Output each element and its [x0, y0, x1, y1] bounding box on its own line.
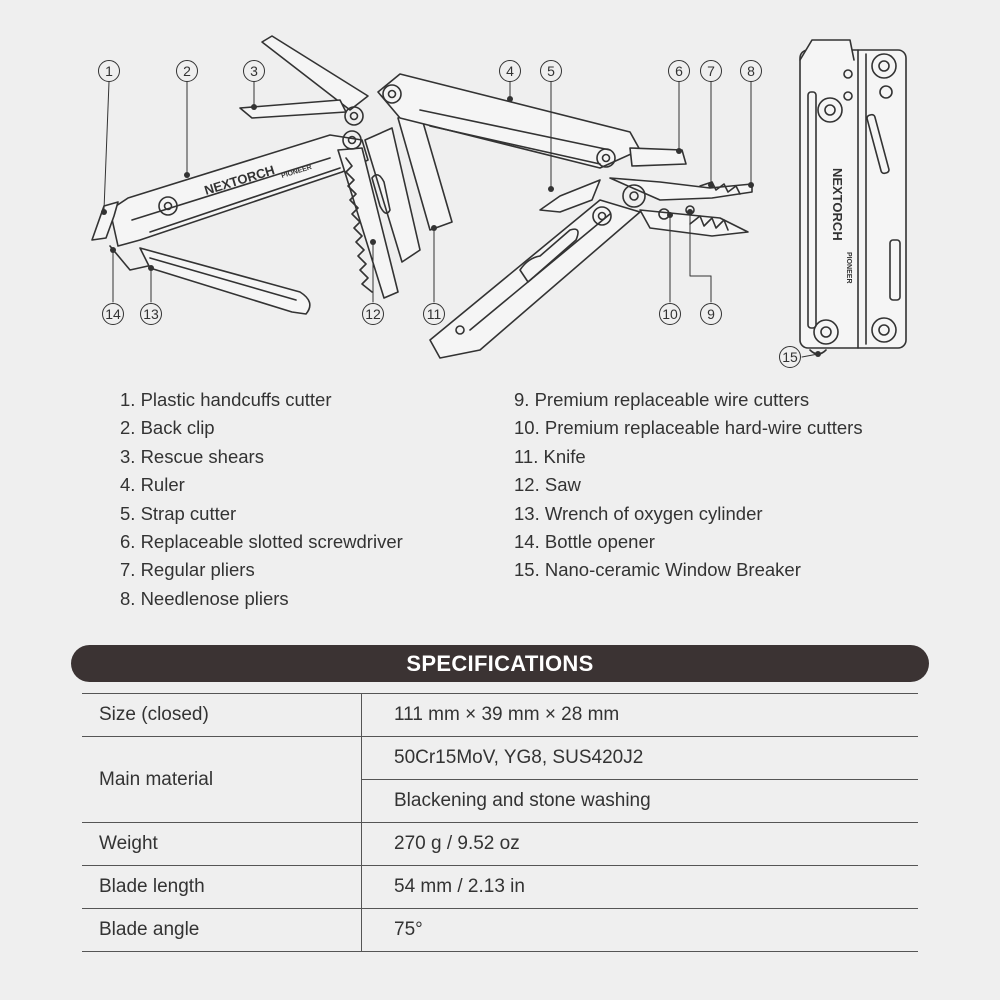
multitool-diagram: [0, 0, 1000, 380]
callout-11: [424, 304, 445, 325]
spec-row-blade-length: [82, 866, 918, 909]
parts-legend-left: [120, 386, 403, 613]
svg-text:13: 13: [143, 306, 159, 322]
spec-value: 54 mm / 2.13 in: [362, 866, 919, 909]
callout-13: [141, 304, 162, 325]
legend-item: 11. Knife: [514, 445, 586, 467]
spec-row-weight: [82, 823, 918, 866]
svg-text:12: 12: [365, 306, 381, 322]
multitool-closed-view: [800, 40, 906, 354]
svg-text:11: 11: [426, 306, 442, 322]
callout-5: [541, 61, 562, 82]
svg-text:5: 5: [547, 63, 555, 79]
svg-text:10: 10: [662, 306, 678, 322]
svg-text:9: 9: [707, 306, 715, 322]
svg-text:1: 1: [105, 63, 113, 79]
svg-text:3: 3: [250, 63, 258, 79]
svg-text:6: 6: [675, 63, 683, 79]
legend-item: 10. Premium replaceable hard-wire cutters: [514, 417, 863, 439]
svg-text:2: 2: [183, 63, 191, 79]
spec-label: Weight: [82, 823, 362, 866]
spec-label: Main material: [82, 737, 362, 823]
spec-value: 111 mm × 39 mm × 28 mm: [362, 694, 919, 737]
callout-9: [701, 304, 722, 325]
svg-text:4: 4: [506, 63, 514, 79]
callout-8: [741, 61, 762, 82]
spec-value: Blackening and stone washing: [362, 780, 919, 823]
spec-row-material: [82, 737, 918, 780]
svg-text:14: 14: [105, 306, 121, 322]
spec-label: Size (closed): [82, 694, 362, 737]
legend-item: 15. Nano-ceramic Window Breaker: [514, 559, 801, 581]
legend-item: 2. Back clip: [120, 417, 215, 439]
legend-item: 9. Premium replaceable wire cutters: [514, 389, 810, 410]
callout-4: [500, 61, 521, 82]
legend-item: 1. Plastic handcuffs cutter: [120, 389, 332, 410]
legend-item: 12. Saw: [514, 474, 581, 496]
callout-6: [669, 61, 690, 82]
callout-2: [177, 61, 198, 82]
brand-model-closed: PIONEER: [845, 252, 852, 284]
specifications-table: [82, 693, 918, 952]
legend-item: 8. Needlenose pliers: [120, 587, 289, 609]
specifications-banner: SPECIFICATIONS: [71, 645, 929, 682]
callout-3: [244, 61, 265, 82]
legend-item: 14. Bottle opener: [514, 531, 655, 553]
spec-value: 270 g / 9.52 oz: [362, 823, 919, 866]
spec-row-blade-angle: [82, 909, 918, 952]
legend-item: 13. Wrench of oxygen cylinder: [514, 502, 763, 524]
legend-item: 3. Rescue shears: [120, 445, 264, 467]
legend-item: 5. Strap cutter: [120, 502, 237, 524]
brand-name-open: NEXTORCH: [202, 162, 277, 198]
legend-item: 4. Ruler: [120, 474, 185, 496]
callout-15: [780, 347, 801, 368]
callout-12: [363, 304, 384, 325]
callout-10: [660, 304, 681, 325]
spec-row-size: [82, 694, 918, 737]
spec-value: 75°: [362, 909, 919, 952]
brand-name-closed: NEXTORCH: [830, 168, 845, 241]
callout-14: [103, 304, 124, 325]
spec-value: 50Cr15MoV, YG8, SUS420J2: [362, 737, 919, 780]
svg-text:7: 7: [707, 63, 715, 79]
svg-text:8: 8: [747, 63, 755, 79]
legend-item: 6. Replaceable slotted screwdriver: [120, 531, 403, 553]
callout-1: [99, 61, 120, 82]
spec-label: Blade angle: [82, 909, 362, 952]
legend-item: 7. Regular pliers: [120, 559, 255, 581]
callout-7: [701, 61, 722, 82]
brand-model-open: PIONEER: [280, 164, 313, 180]
spec-label: Blade length: [82, 866, 362, 909]
svg-text:15: 15: [782, 349, 798, 365]
multitool-open-view: [92, 36, 752, 358]
parts-legend-right: [514, 386, 863, 585]
